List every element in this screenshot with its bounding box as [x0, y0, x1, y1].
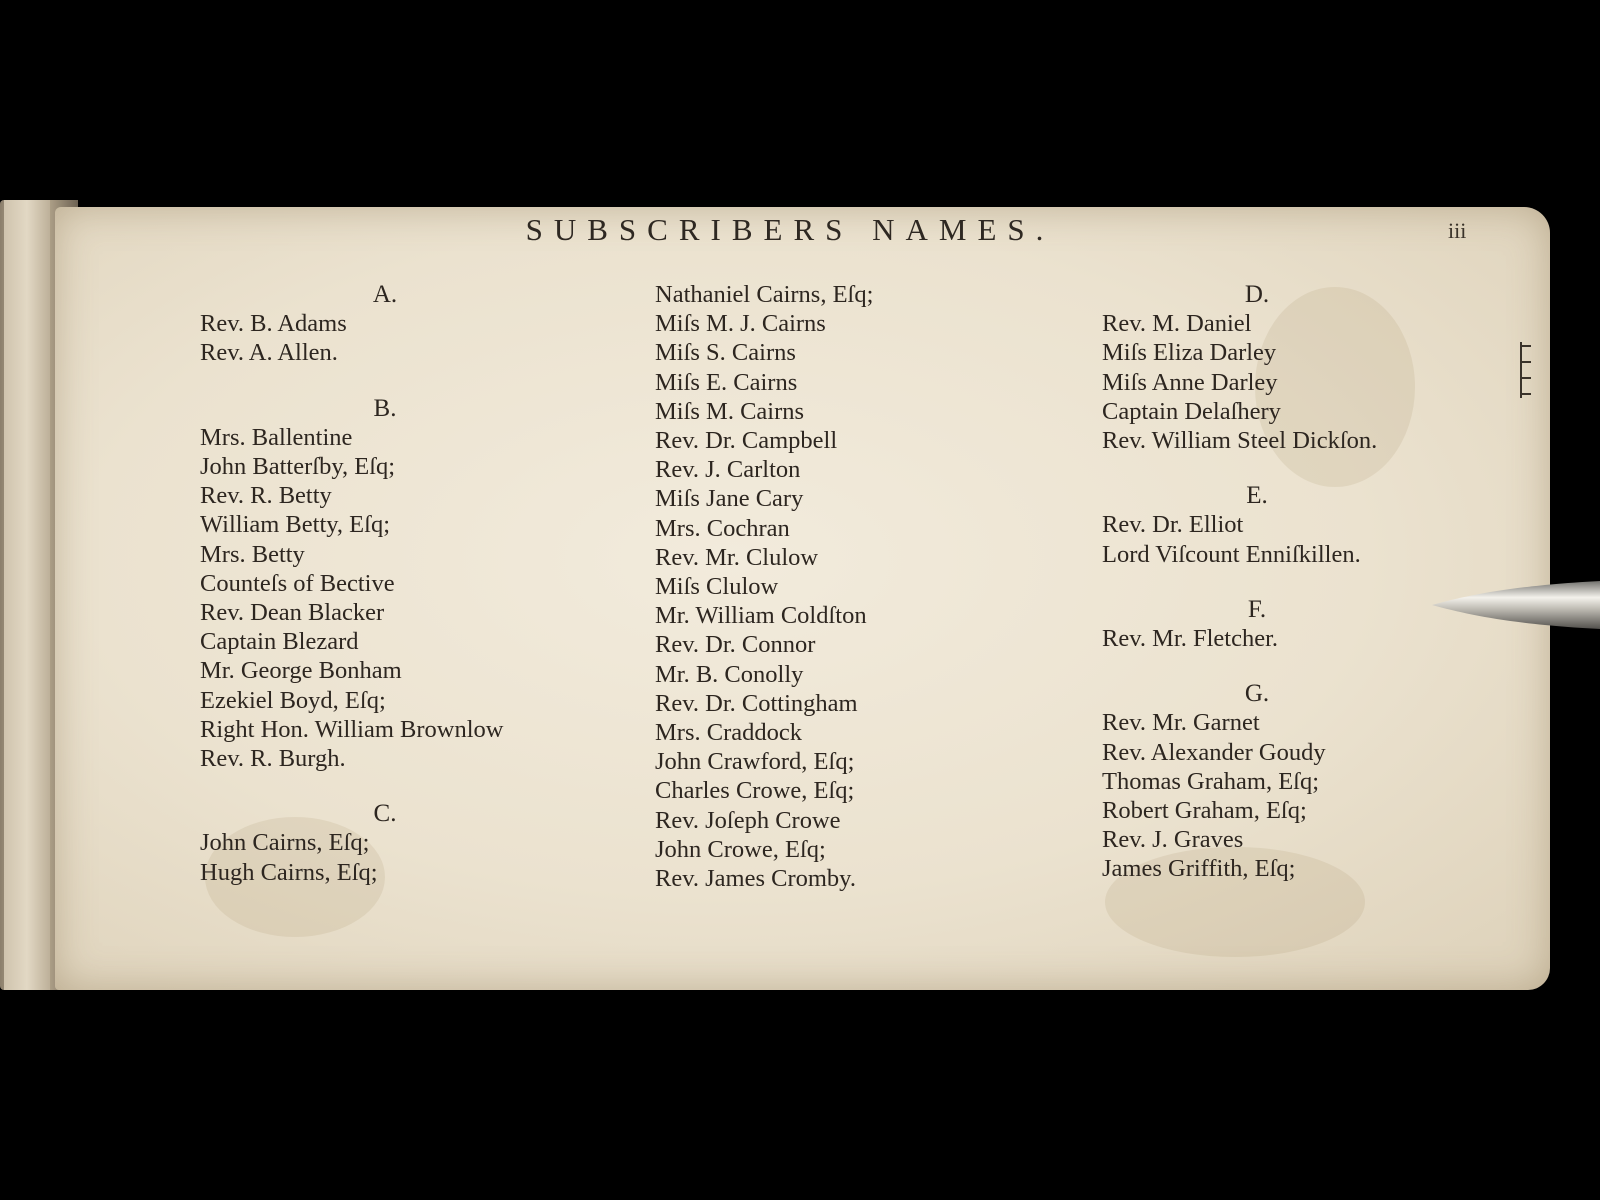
- subscriber-name: Miſs S. Cairns: [655, 339, 796, 367]
- subscriber-name: Rev. Dr. Connor: [655, 631, 816, 659]
- subscriber-name: Rev. Mr. Fletcher.: [1102, 625, 1279, 653]
- subscriber-name: Rev. Joſeph Crowe: [655, 806, 841, 834]
- subscriber-name: Rev. Dr. Elliot: [1102, 511, 1244, 539]
- subscriber-name: Captain Blezard: [200, 628, 359, 656]
- subscriber-name: John Crawford, Eſq;: [655, 748, 855, 776]
- subscriber-name: Rev. R. Betty: [200, 482, 332, 510]
- subscriber-name: Mrs. Ballentine: [200, 423, 353, 451]
- subscriber-name: William Betty, Eſq;: [200, 511, 390, 539]
- subscriber-name: Miſs Jane Cary: [655, 485, 804, 513]
- section-spacer: [200, 368, 600, 394]
- subscriber-name: Rev. Dr. Cottingham: [655, 689, 858, 717]
- subscriber-name: Lord Viſcount Enniſkillen.: [1102, 540, 1361, 568]
- section-spacer: [1102, 653, 1512, 679]
- section-letter: B.: [373, 394, 397, 422]
- name-column-2: [655, 280, 1055, 893]
- section-spacer: [200, 773, 600, 799]
- subscriber-name: James Griffith, Eſq;: [1102, 855, 1296, 883]
- subscriber-name: Mr. George Bonham: [200, 657, 402, 685]
- subscriber-name: Nathaniel Cairns, Eſq;: [655, 281, 874, 308]
- name-column-1: [200, 280, 600, 887]
- subscriber-name: Charles Crowe, Eſq;: [655, 777, 855, 805]
- subscriber-name: Rev. William Steel Dickſon.: [1102, 427, 1378, 455]
- subscriber-name: Rev. A. Allen.: [200, 339, 338, 367]
- subscriber-name: John Batterſby, Eſq;: [200, 453, 396, 481]
- subscriber-name: Miſs M. J. Cairns: [655, 310, 826, 338]
- subscriber-name: Rev. Dean Blacker: [200, 599, 385, 627]
- section-letter: F.: [1247, 595, 1267, 623]
- left-page-edge: [4, 200, 50, 990]
- subscriber-name: Miſs M. Cairns: [655, 397, 805, 425]
- section-spacer: [1102, 455, 1512, 481]
- subscriber-name: Rev. M. Daniel: [1102, 310, 1252, 338]
- page-title: SUBSCRIBERS NAMES.: [525, 212, 1055, 247]
- subscriber-name: Mr. B. Conolly: [655, 660, 804, 688]
- section-letter: E.: [1246, 482, 1268, 510]
- subscriber-name: Rev. B. Adams: [200, 310, 347, 338]
- subscriber-name: Robert Graham, Eſq;: [1102, 797, 1307, 825]
- subscriber-name: John Cairns, Eſq;: [200, 829, 370, 857]
- subscriber-name: Right Hon. William Brownlow: [200, 715, 504, 743]
- section-letter: C.: [373, 800, 397, 828]
- subscriber-name: Mrs. Betty: [200, 540, 305, 568]
- section-letter: G.: [1244, 680, 1270, 708]
- subscriber-name: Rev. Alexander Goudy: [1102, 738, 1326, 766]
- subscriber-name: John Crowe, Eſq;: [655, 835, 826, 863]
- page-edge-marks: [1519, 340, 1535, 400]
- subscriber-name: Mr. William Coldſton: [655, 602, 867, 630]
- subscriber-name: Rev. J. Graves: [1102, 826, 1244, 854]
- subscriber-name: Rev. J. Carlton: [655, 456, 801, 484]
- subscriber-name: Rev. R. Burgh.: [200, 745, 346, 773]
- page-number: iii: [1448, 218, 1467, 243]
- subscriber-name: Captain Delaſhery: [1102, 397, 1281, 425]
- subscriber-name: Ezekiel Boyd, Eſq;: [200, 686, 386, 714]
- subscriber-name: Mrs. Craddock: [655, 719, 802, 747]
- subscriber-name: Miſs Anne Darley: [1102, 368, 1278, 396]
- section-letter: A.: [372, 281, 398, 308]
- subscriber-name: Miſs E. Cairns: [655, 368, 798, 396]
- subscriber-name: Hugh Cairns, Eſq;: [200, 858, 378, 886]
- subscriber-name: Mrs. Cochran: [655, 514, 790, 542]
- subscriber-name: Miſs Clulow: [655, 573, 779, 601]
- subscriber-name: Rev. Dr. Campbell: [655, 427, 838, 455]
- subscriber-name: Rev. James Cromby.: [655, 865, 856, 893]
- subscriber-name: Counteſs of Bective: [200, 569, 395, 597]
- subscriber-name: Thomas Graham, Eſq;: [1102, 767, 1320, 795]
- section-letter: D.: [1244, 281, 1270, 308]
- subscriber-name: Rev. Mr. Clulow: [655, 543, 819, 571]
- subscriber-name: Rev. Mr. Garnet: [1102, 709, 1260, 737]
- subscriber-name: Miſs Eliza Darley: [1102, 339, 1277, 367]
- pen-tip-icon: [1432, 574, 1600, 636]
